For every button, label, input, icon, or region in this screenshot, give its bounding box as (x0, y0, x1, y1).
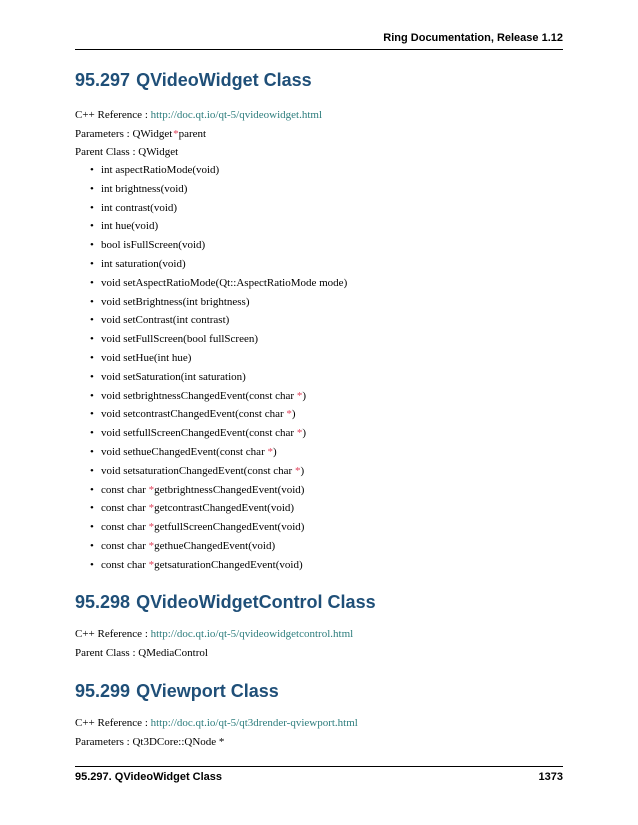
section-title: QViewport Class (136, 681, 279, 701)
method-text-suffix: getfullScreenChangedEvent(void) (154, 521, 305, 534)
method-item (90, 257, 347, 276)
parameters-label: Parameters : (75, 736, 130, 748)
method-text: void setsaturationChangedEvent(const char (101, 464, 295, 477)
parameters-type: QWidget (132, 128, 173, 140)
section-title: QVideoWidgetControl Class (136, 592, 376, 612)
pointer-star: * (148, 502, 155, 515)
pointer-star: * (286, 408, 292, 421)
parent-class-value: QWidget (138, 146, 179, 158)
method-text: int aspectRatioMode(void) (101, 164, 220, 176)
method-text: bool isFullScreen(void) (101, 239, 206, 252)
bullet-icon: • (90, 314, 94, 327)
method-item (90, 501, 347, 520)
bullet-icon: • (90, 502, 94, 515)
bullet-icon: • (90, 257, 94, 270)
bullet-icon: • (90, 295, 94, 308)
method-text: int hue(void) (101, 220, 159, 233)
cpp-reference-link[interactable]: http://doc.qt.io/qt-5/qvideowidget.html (150, 109, 323, 121)
section-number: 95.297 (75, 70, 131, 90)
method-text-suffix: gethueChangedEvent(void) (154, 539, 276, 552)
bullet-icon: • (90, 389, 94, 402)
bullet-icon: • (90, 164, 94, 176)
method-text: const char (101, 502, 149, 515)
cpp-reference-line (75, 717, 358, 729)
method-text: void setcontrastChangedEvent(const char (101, 408, 287, 421)
cpp-reference-label: C++ Reference : (75, 717, 148, 729)
method-item (90, 313, 347, 332)
method-item (90, 163, 347, 182)
parent-class-label: Parent Class : (75, 647, 136, 659)
method-text: void setContrast(int contrast) (101, 314, 230, 327)
method-item (90, 389, 347, 408)
parameters-name: parent (178, 128, 207, 140)
method-item (90, 407, 347, 426)
method-text: const char (101, 558, 149, 571)
cpp-reference-line (75, 109, 322, 121)
method-text: void setSaturation(int saturation) (101, 370, 246, 383)
footer-divider (75, 766, 563, 767)
bullet-icon: • (90, 182, 94, 195)
method-text: void setBrightness(int brightness) (101, 295, 250, 308)
method-item (90, 351, 347, 370)
bullet-icon: • (90, 427, 94, 440)
method-text: int saturation(void) (101, 257, 186, 270)
pointer-star: * (267, 445, 273, 458)
bullet-icon: • (90, 464, 94, 477)
pointer-star: * (148, 558, 155, 571)
method-text: const char (101, 539, 149, 552)
method-item (90, 238, 347, 257)
section-number: 95.299 (75, 681, 131, 701)
method-text: void sethueChangedEvent(const char (101, 445, 268, 458)
method-text-suffix: getsaturationChangedEvent(void) (154, 558, 303, 571)
method-item (90, 276, 347, 295)
bullet-icon: • (90, 408, 94, 421)
method-item (90, 558, 347, 577)
method-text-suffix: ) (291, 408, 296, 421)
method-item (90, 539, 347, 558)
bullet-icon: • (90, 539, 94, 552)
pointer-star: * (148, 483, 155, 496)
method-item (90, 445, 347, 464)
pointer-star: * (148, 539, 155, 552)
bullet-icon: • (90, 483, 94, 496)
method-item (90, 182, 347, 201)
method-item (90, 483, 347, 502)
parent-class-line (75, 647, 208, 659)
pointer-star: * (294, 464, 301, 477)
method-text: void setfullScreenChangedEvent(const char (101, 427, 297, 440)
method-text: int contrast(void) (101, 201, 178, 214)
method-item (90, 219, 347, 238)
method-text: void setbrightnessChangedEvent(const char (101, 389, 297, 402)
method-item (90, 464, 347, 483)
bullet-icon: • (90, 220, 94, 233)
method-item (90, 520, 347, 539)
section-heading-qviewport (75, 681, 279, 702)
parent-class-value: QMediaControl (138, 647, 208, 659)
method-text-suffix: getcontrastChangedEvent(void) (154, 502, 295, 515)
bullet-icon: • (90, 370, 94, 383)
bullet-icon: • (90, 558, 94, 571)
footer-section-title: 95.297. QVideoWidget Class (75, 771, 223, 783)
parameters-line (75, 128, 206, 140)
method-text: void setAspectRatioMode(Qt::AspectRatioMode mode) (101, 276, 348, 289)
pointer-star: * (148, 521, 155, 534)
method-item (90, 370, 347, 389)
section-title: QVideoWidget Class (136, 70, 312, 90)
bullet-icon: • (90, 239, 94, 252)
bullet-icon: • (90, 445, 94, 458)
cpp-reference-line (75, 628, 353, 640)
bullet-icon: • (90, 276, 94, 289)
method-text: int brightness(void) (101, 182, 188, 195)
method-text-suffix: ) (272, 445, 277, 458)
method-text-suffix: ) (302, 389, 306, 402)
method-item (90, 332, 347, 351)
cpp-reference-link[interactable]: http://doc.qt.io/qt-5/qt3drender-qviewport.html (150, 717, 358, 729)
bullet-icon: • (90, 333, 94, 346)
bullet-icon: • (90, 521, 94, 534)
method-text: void setFullScreen(bool fullScreen) (101, 333, 259, 346)
section-heading-qvideowidget (75, 70, 312, 91)
section-heading-qvideowidgetcontrol (75, 592, 376, 613)
method-text: const char (101, 483, 149, 496)
cpp-reference-label: C++ Reference : (75, 109, 148, 121)
pointer-star: * (173, 128, 179, 140)
method-item (90, 295, 347, 314)
method-text-suffix: ) (300, 464, 305, 477)
method-item (90, 201, 347, 220)
parameters-label: Parameters : (75, 128, 130, 140)
parent-class-line (75, 146, 178, 158)
method-text: const char (101, 521, 149, 534)
pointer-star: * (296, 389, 303, 402)
cpp-reference-link[interactable]: http://doc.qt.io/qt-5/qvideowidgetcontrol.html (150, 628, 354, 640)
pointer-star: * (296, 427, 303, 440)
parameters-line (75, 736, 224, 748)
method-text: void setHue(int hue) (101, 351, 192, 364)
running-header: Ring Documentation, Release 1.12 (383, 32, 563, 44)
bullet-icon: • (90, 351, 94, 364)
method-list (90, 163, 347, 577)
parent-class-label: Parent Class : (75, 146, 136, 158)
parameters-value: Qt3DCore::QNode * (132, 736, 225, 748)
section-number: 95.298 (75, 592, 131, 612)
bullet-icon: • (90, 201, 94, 214)
method-text-suffix: getbrightnessChangedEvent(void) (154, 483, 305, 496)
method-item (90, 426, 347, 445)
method-text-suffix: ) (302, 427, 306, 440)
header-divider (75, 49, 563, 50)
cpp-reference-label: C++ Reference : (75, 628, 148, 640)
page-number: 1373 (538, 771, 563, 783)
